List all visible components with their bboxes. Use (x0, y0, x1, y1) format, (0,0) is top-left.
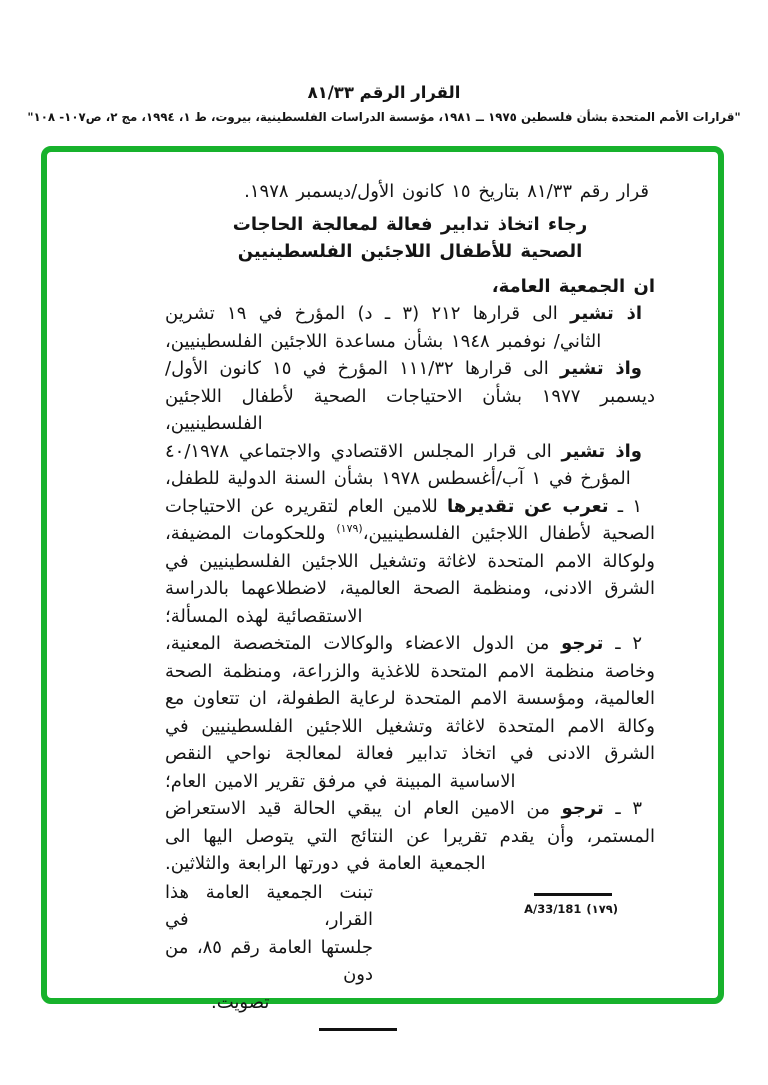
recital-3-text: الى قرار المجلس الاقتصادي والاجتماعي ٤٠/١٩٧٨ المؤرخ في ١ آب/أغسطس ١٩٧٨ بشأن السنة الدولية للطفل، (165, 440, 631, 489)
end-of-text-rule (319, 1028, 397, 1031)
resolution-title-line2: الصحية للأطفال اللاجئين الفلسطينيين (237, 241, 583, 262)
preamble-opening: ان الجمعية العامة، (491, 275, 655, 297)
item-1-lead: تعرب عن تقديرها (447, 495, 609, 517)
footnote-block (524, 893, 618, 916)
item-2-lead: ترجو (561, 633, 604, 654)
item-1-text-continued: وللحكومات المضيفة، ولوكالة الامم المتحدة لاغاثة وتشغيل اللاجئين الفلسطينيين في الشرق الادنى، ومنظمة الصحة العالمية، لاضطلاعهما بالدراسة الاستقصائية لهذه المسألة؛ (165, 523, 655, 627)
recital-1 (165, 300, 655, 355)
footnote-text: (١٧٩) A/33/181 (524, 902, 618, 916)
item-3-number: ٣ ـ (603, 798, 642, 819)
item-1-number: ١ ـ (608, 495, 642, 517)
source-citation: "قرارات الأمم المتحدة بشأن فلسطين ١٩٧٥ ــ ١٩٨١، مؤسسة الدراسات الفلسطينية، بيروت، ط ١، ١٩٩٤، مج ٢، ص١٠٧- ١٠٨" (27, 110, 741, 124)
item-1-text: للامين العام لتقريره عن الاحتياجات الصحية لأطفال اللاجئين الفلسطينيين، (165, 495, 655, 544)
adoption-note (165, 879, 373, 1017)
operative-item-3 (165, 795, 655, 878)
highlight-border-box (41, 146, 724, 1013)
recital-1-text: الى قرارها ٢١٢ (٣ ـ د) المؤرخ في ١٩ تشرين الثاني/ نوفمبر ١٩٤٨ بشأن مساعدة اللاجئين الفلسطينيين، (165, 303, 602, 352)
adoption-line-1: تبنت الجمعية العامة هذا القرار، في (165, 881, 373, 930)
recital-2-text: الى قرارها ١١١/٣٢ المؤرخ في ١٥ كانون الأول/ديسمبر ١٩٧٧ بشأن الاحتياجات الصحية لأطفال اللاجئين الفلسطينيين، (165, 358, 655, 434)
item-2-number: ٢ ـ (603, 633, 642, 654)
footnote-reference-179: (١٧٩) (336, 522, 363, 535)
adoption-line-2: جلستها العامة رقم ٨٥، من دون (165, 936, 374, 985)
resolution-title-line1: رجاء اتخاذ تدابير فعالة لمعالجة الحاجات (232, 213, 588, 235)
item-2-text: من الدول الاعضاء والوكالات المتخصصة المعنية، وخاصة منظمة الامم المتحدة للاغذية والزراعة، ومنظمة الصحة العالمية، ومؤسسة الامم المتحدة لرعاية الطفولة، ان تتعاون مع وكالة الامم المتحدة لاغاثة وتشغيل اللاجئين الفلسطينيين في الشرق الادنى في اتخاذ تدابير فعالة لمعالجة نواحي النقص الاساسية المبينة في مرفق تقرير الامين العام؛ (165, 633, 655, 792)
recital-2 (165, 355, 655, 438)
item-3-text: من الامين العام ان يبقي الحالة قيد الاستعراض المستمر، وأن يقدم تقريرا عن النتائج التي يتوصل اليها الى الجمعية العامة في دورتها الرابعة والثلاثين. (165, 798, 655, 874)
footnote-separator-rule (534, 893, 612, 896)
operative-item-1 (165, 493, 655, 631)
recital-2-lead: واذ تشير (560, 358, 642, 379)
recital-3 (165, 438, 655, 493)
item-3-lead: ترجو (561, 798, 604, 819)
recital-1-lead: اذ تشير (570, 303, 643, 324)
page-title: القرار الرقم ٨١/٣٣ (307, 83, 461, 102)
adoption-line-3: تصويت. (211, 991, 270, 1013)
resolution-date-line: قرار رقم ٨١/٣٣ بتاريخ ١٥ كانون الأول/ديسمبر ١٩٧٨. (244, 181, 649, 202)
recital-3-lead: واذ تشير (561, 440, 642, 462)
operative-item-2 (165, 630, 655, 795)
